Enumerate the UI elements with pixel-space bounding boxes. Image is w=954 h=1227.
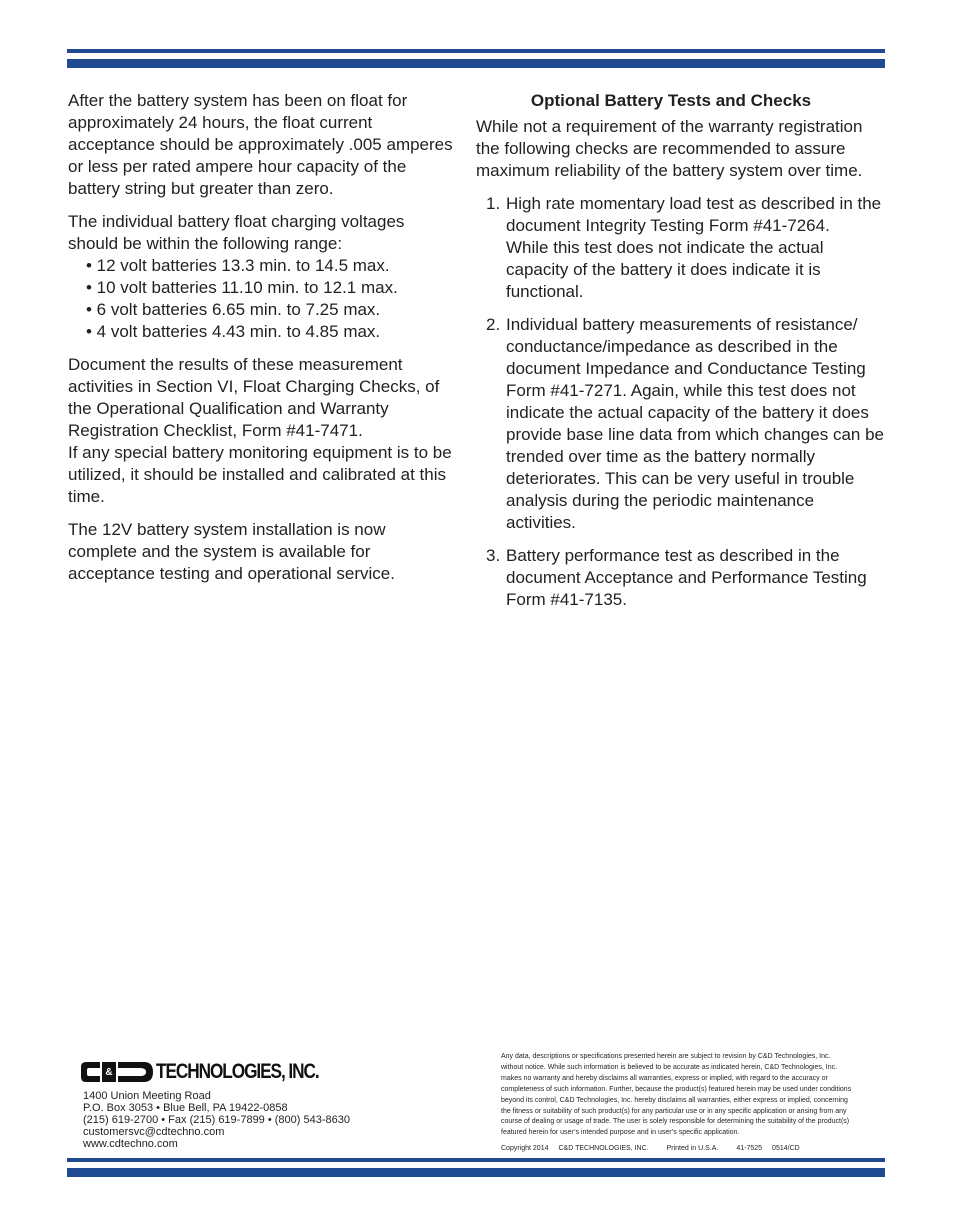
float-voltage-intro: The individual battery float charging voltages should be within the following range: (68, 212, 405, 253)
address-website: www.cdtechno.com (83, 1138, 178, 1150)
item-note: While this test does not indicate the actual capacity of the battery it does indicate it is functional. (506, 238, 824, 301)
printed-in: Printed in U.S.A. (666, 1145, 719, 1152)
header-rule-thick (67, 59, 885, 68)
right-column (476, 90, 886, 622)
list-item: • 12 volt batteries 13.3 min. to 14.5 max. (86, 256, 390, 275)
legal-disclaimer (501, 1052, 871, 1139)
list-item (476, 193, 886, 303)
list-item: • 4 volt batteries 4.43 min. to 4.85 max. (86, 322, 381, 341)
section-title: Optional Battery Tests and Checks (530, 91, 812, 110)
revision-code: 0514/CD (772, 1145, 800, 1152)
company-address (83, 1090, 350, 1150)
disclaimer-line: completeness of such information. Further, because the product(s) featured herein may be used under conditions (501, 1085, 852, 1093)
copyright-line (501, 1144, 818, 1154)
item-text: High rate momentary load test as described in the document Integrity Testing Form #41-7264. (506, 194, 882, 235)
footer-rule-thick (67, 1168, 885, 1177)
address-email: customersvc@cdtechno.com (83, 1126, 225, 1138)
item-text: Battery performance test as described in the document Acceptance and Performance Testing Form #41-7135. (506, 546, 867, 609)
document-results-paragraph: Document the results of these measurement activities in Section VI, Float Charging Checks, of the Operational Qualification and Warranty Registration Checklist, Form #41-7471. (68, 355, 440, 440)
cd-logo-mark-icon (80, 1061, 154, 1083)
address-phone: (215) 619-2700 • Fax (215) 619-7899 • (800) 543-8630 (83, 1114, 350, 1126)
disclaimer-line: course of dealing or usage of trade. The user is solely responsible for determining the suitability of the product(s) (501, 1118, 850, 1126)
address-po-box: P.O. Box 3053 • Blue Bell, PA 19422-0858 (83, 1102, 288, 1114)
optional-tests-intro: While not a requirement of the warranty registration the following checks are recommended to assure maximum reliability of the battery system over time. (476, 117, 863, 180)
monitoring-equipment-paragraph: If any special battery monitoring equipment is to be utilized, it should be installed and calibrated at this time. (68, 443, 452, 506)
disclaimer-line: featured herein for user’s intended purpose and in user’s specific application. (501, 1129, 740, 1137)
disclaimer-line: the fitness or suitability of such product(s) for any particular use or in any specific application or arising from any (501, 1107, 847, 1115)
svg-text:&: & (105, 1067, 113, 1078)
disclaimer-line: Any data, descriptions or specifications presented herein are subject to revision by C&D Technologies, Inc. (501, 1053, 831, 1060)
float-current-paragraph: After the battery system has been on float for approximately 24 hours, the float current acceptance should be approximately .005 amperes or less per rated ampere hour capacity of the battery string but greater than zero. (68, 91, 453, 198)
logo-text: TECHNOLOGIES, INC. (156, 1060, 319, 1083)
disclaimer-line: without notice. While such information is believed to be accurate as indicated herein, C&D Technologies, Inc. (501, 1063, 838, 1071)
left-column (68, 90, 453, 596)
address-street: 1400 Union Meeting Road (83, 1090, 211, 1102)
company-logo (80, 1058, 354, 1086)
disclaimer-line: makes no warranty and hereby disclaims all warranties, express or implied, with regard to the accuracy or (501, 1074, 828, 1082)
copyright-company: C&D TECHNOLOGIES, INC. (558, 1145, 649, 1152)
footer-rule-thin (67, 1158, 885, 1162)
disclaimer-line: beyond its control, C&D Technologies, Inc. hereby disclaims all warranties, either express or implied, concerning (501, 1096, 848, 1104)
item-number: 1. (486, 194, 501, 213)
list-item: • 6 volt batteries 6.65 min. to 7.25 max. (86, 300, 381, 319)
copyright-year: Copyright 2014 (501, 1145, 549, 1152)
item-number: 3. (486, 546, 501, 565)
form-number: 41-7525 (736, 1145, 763, 1152)
optional-tests-list (476, 193, 886, 611)
list-item (476, 314, 886, 534)
item-text: Individual battery measurements of resistance/ conductance/impedance as described in the document Impedance and Conductance Testing Form #41-7271. Again, while this test does not indicate the actual capacity of the battery it does provide base line data from which changes can be trended over time as the battery normally deteriorates. This can be very useful in trouble analysis during the periodic maintenance activities. (506, 315, 885, 532)
header-rule-thin (67, 49, 885, 53)
list-item: • 10 volt batteries 11.10 min. to 12.1 max. (86, 278, 398, 297)
installation-complete-paragraph: The 12V battery system installation is now complete and the system is available for acceptance testing and operational service. (68, 520, 395, 583)
list-item (476, 545, 886, 611)
voltage-range-list (68, 255, 453, 343)
item-number: 2. (486, 315, 501, 334)
